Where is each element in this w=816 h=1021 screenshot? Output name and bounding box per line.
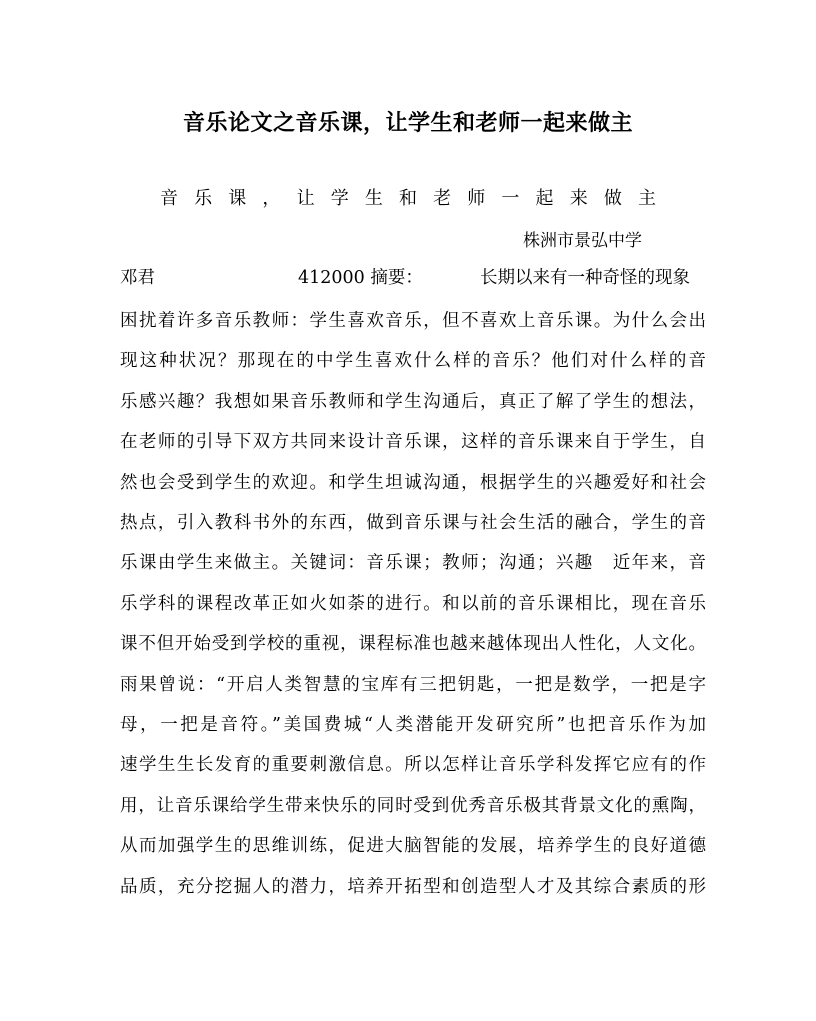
body-line: 在老师的引导下双方共同来设计音乐课，这样的音乐课来自于学生，自 [120,432,706,453]
body-line: 品质，充分挖掘人的潜力，培养开拓型和创造型人才及其综合素质的形 [120,876,706,897]
body-line: 速学生生长发育的重要刺激信息。所以怎样让音乐学科发挥它应有的作 [120,755,706,776]
body-line: 从而加强学生的思维训练，促进大脑智能的发展，培养学生的良好道德 [120,836,706,857]
subtitle-char: 来 [569,188,588,209]
subtitle-char: 主 [637,188,656,209]
subtitle-char: 一 [501,188,520,209]
body-line: 母，一把是音符。”美国费城“人类潜能开发研究所”也把音乐作为加 [120,715,706,735]
subtitle-char: 和 [398,188,417,209]
body-line: 乐课由学生来做主。关键词：音乐课；教师；沟通；兴趣 近年来，音 [120,553,706,574]
subtitle-char: 老 [433,188,452,209]
document-subtitle [120,184,696,210]
subtitle-char: 让 [296,188,315,209]
subtitle-char: 生 [364,188,383,209]
school-name: 株洲市景弘中学 [523,231,642,251]
body-line: 课不但开始受到学校的重视，课程标准也越来越体现出人性化，人文化。 [120,634,706,655]
body-line: 然也会受到学生的欢迎。和学生坦诚沟通，根据学生的兴趣爱好和社会 [120,472,706,493]
body-line: 困扰着许多音乐教师：学生喜欢音乐，但不喜欢上音乐课。为什么会出 [120,311,706,331]
author-name: 邓君 [120,268,155,288]
body-line: 热点，引入教科书外的东西，做到音乐课与社会生活的融合，学生的音 [120,513,706,533]
subtitle-char: 做 [603,188,622,209]
author-line [120,264,706,292]
subtitle-char: 师 [467,188,486,209]
body-line: 现这种状况？那现在的中学生喜欢什么样的音乐？他们对什么样的音 [120,351,706,372]
subtitle-char: 学 [330,188,349,209]
subtitle-char: ， [262,188,281,209]
subtitle-char: 乐 [194,188,213,209]
subtitle-char: 课 [228,188,247,209]
abstract-first-line: 长期以来有一种奇怪的现象 [480,268,690,288]
subtitle-char: 起 [535,188,554,209]
body-line: 乐学科的课程改革正如火如荼的进行。和以前的音乐课相比，现在音乐 [120,593,706,614]
body-line: 雨果曾说：“开启人类智慧的宝库有三把钥匙，一把是数学，一把是字 [120,674,706,695]
subtitle-char: 音 [160,188,178,209]
document-title: 音乐论文之音乐课，让学生和老师一起来做主 [182,110,633,136]
body-line: 乐感兴趣？我想如果音乐教师和学生沟通后，真正了解了学生的想法， [120,391,706,412]
body-line: 用，让音乐课给学生带来快乐的同时受到优秀音乐极其背景文化的熏陶， [120,795,706,816]
postcode-abstract-label: 412000 摘要： [298,268,423,288]
